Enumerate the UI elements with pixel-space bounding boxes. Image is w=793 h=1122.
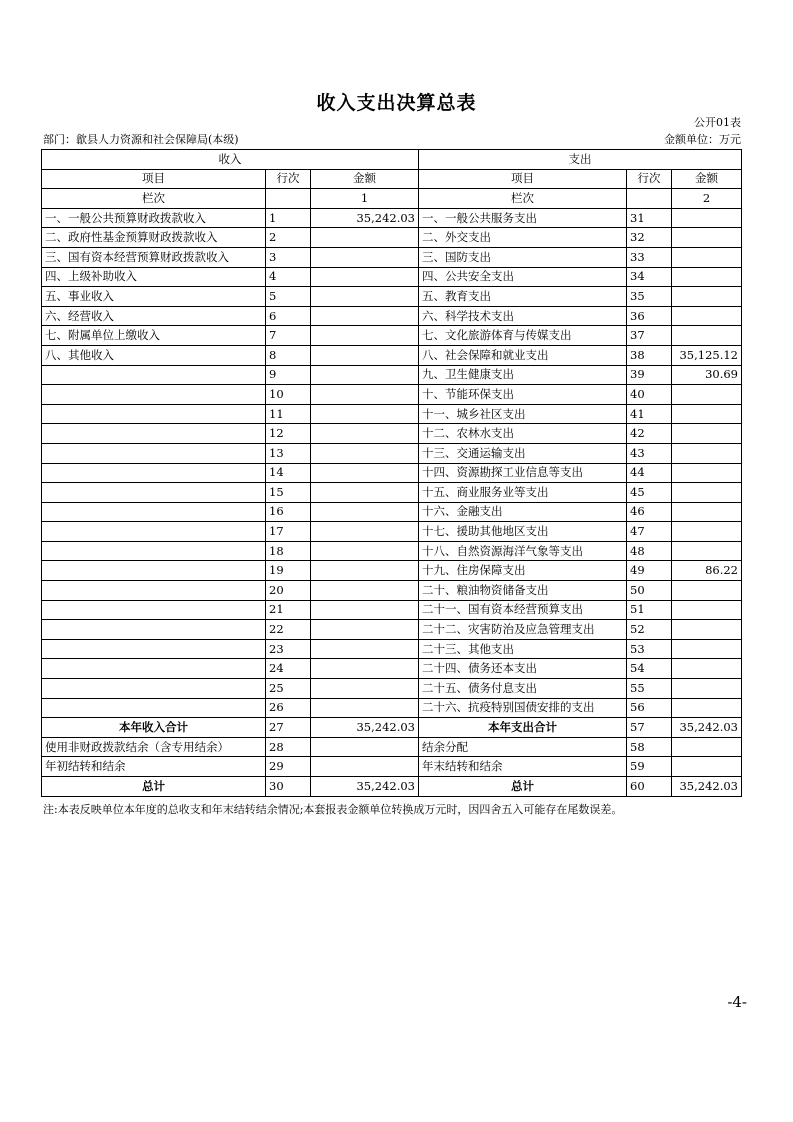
- income-amount-cell: [311, 600, 419, 620]
- table-row: [42, 345, 742, 365]
- income-row-no-cell: 9: [266, 365, 311, 385]
- income-item-cell: [42, 541, 266, 561]
- income-row-no-cell: 1: [266, 208, 311, 228]
- expense-item-cell: 本年支出合计: [419, 718, 627, 738]
- income-row-no-cell: 12: [266, 424, 311, 444]
- income-amount-cell: [311, 737, 419, 757]
- expense-item-cell: 三、国防支出: [419, 247, 627, 267]
- expense-row-no-cell: 49: [627, 561, 672, 581]
- table-row: [42, 404, 742, 424]
- income-amount-cell: [311, 306, 419, 326]
- table-row: [42, 581, 742, 601]
- income-amount-cell: [311, 698, 419, 718]
- expense-row-no-cell: 31: [627, 208, 672, 228]
- department-label: 部门：歙县人力资源和社会保障局(本级): [43, 133, 239, 146]
- income-item-cell: [42, 522, 266, 542]
- income-item-cell: [42, 600, 266, 620]
- footnote: 注:本表反映单位本年度的总收支和年末结转结余情况;本套报表金额单位转换成万元时，因四舍五入可能存在尾数误差。: [43, 803, 623, 816]
- expense-amount-cell: [672, 659, 742, 679]
- expense-amount-cell: [672, 620, 742, 640]
- expense-item-cell: 九、卫生健康支出: [419, 365, 627, 385]
- income-amount-cell: [311, 424, 419, 444]
- expense-item-cell: 十四、资源勘探工业信息等支出: [419, 463, 627, 483]
- expense-row-no-cell: 45: [627, 483, 672, 503]
- expense-row-no-cell: 54: [627, 659, 672, 679]
- income-column-index-label: 栏次: [42, 189, 266, 209]
- income-item-cell: [42, 463, 266, 483]
- expense-row-no-cell: 60: [627, 777, 672, 797]
- income-row-no-cell: 23: [266, 639, 311, 659]
- expense-item-cell: 二十四、债务还本支出: [419, 659, 627, 679]
- income-expense-table: [41, 149, 742, 797]
- expense-item-cell: 十九、住房保障支出: [419, 561, 627, 581]
- table-row: [42, 600, 742, 620]
- income-row-no-cell: 3: [266, 247, 311, 267]
- expense-row-no-cell: 42: [627, 424, 672, 444]
- subtotal-row: [42, 718, 742, 738]
- income-amount-cell: [311, 581, 419, 601]
- expense-item-cell: 十、节能环保支出: [419, 385, 627, 405]
- income-item-cell: [42, 581, 266, 601]
- income-item-cell: [42, 424, 266, 444]
- income-row-no-cell: 10: [266, 385, 311, 405]
- table-row: [42, 287, 742, 307]
- income-amount-cell: [311, 345, 419, 365]
- expense-item-cell: 十八、自然资源海洋气象等支出: [419, 541, 627, 561]
- page-number: -4-: [727, 993, 747, 1011]
- income-section-header: 收入: [42, 150, 419, 170]
- expense-amount-cell: 35,242.03: [672, 777, 742, 797]
- expense-amount-cell: [672, 385, 742, 405]
- table-row: [42, 757, 742, 777]
- income-item-cell: [42, 385, 266, 405]
- income-item-cell: 使用非财政拨款结余（含专用结余）: [42, 737, 266, 757]
- expense-row-no-cell: 33: [627, 247, 672, 267]
- income-item-cell: [42, 365, 266, 385]
- expense-amount-cell: [672, 502, 742, 522]
- income-column-index-value: 1: [311, 189, 419, 209]
- income-item-cell: 三、国有资本经营预算财政拨款收入: [42, 247, 266, 267]
- expense-amount-cell: 35,125.12: [672, 345, 742, 365]
- expense-item-cell: 总计: [419, 777, 627, 797]
- income-row-no-cell: 2: [266, 228, 311, 248]
- expense-row-no-cell: 50: [627, 581, 672, 601]
- income-item-cell: 八、其他收入: [42, 345, 266, 365]
- expense-row-no-cell: 47: [627, 522, 672, 542]
- expense-row-no-header: 行次: [627, 169, 672, 189]
- expense-amount-cell: [672, 581, 742, 601]
- expense-amount-cell: [672, 639, 742, 659]
- income-amount-cell: [311, 385, 419, 405]
- income-amount-cell: [311, 639, 419, 659]
- table-row: [42, 483, 742, 503]
- expense-row-no-cell: 59: [627, 757, 672, 777]
- expense-row-no-cell: 44: [627, 463, 672, 483]
- income-row-no-cell: 30: [266, 777, 311, 797]
- expense-row-no-cell: 41: [627, 404, 672, 424]
- expense-item-cell: 二十、粮油物资储备支出: [419, 581, 627, 601]
- total-row: [42, 777, 742, 797]
- income-row-no-cell: 17: [266, 522, 311, 542]
- header-row-columns: [42, 169, 742, 189]
- income-row-no-header: 行次: [266, 169, 311, 189]
- expense-item-cell: 年末结转和结余: [419, 757, 627, 777]
- expense-amount-cell: [672, 737, 742, 757]
- income-amount-cell: [311, 679, 419, 699]
- income-amount-cell: [311, 620, 419, 640]
- income-item-cell: 总计: [42, 777, 266, 797]
- income-amount-cell: [311, 287, 419, 307]
- expense-amount-cell: [672, 208, 742, 228]
- expense-row-no-cell: 51: [627, 600, 672, 620]
- income-amount-cell: [311, 483, 419, 503]
- income-row-no-cell: 22: [266, 620, 311, 640]
- income-row-no-cell: 29: [266, 757, 311, 777]
- expense-row-no-cell: 34: [627, 267, 672, 287]
- table-row: [42, 443, 742, 463]
- income-row-no-cell: 4: [266, 267, 311, 287]
- income-item-cell: [42, 679, 266, 699]
- expense-amount-cell: 35,242.03: [672, 718, 742, 738]
- expense-row-no-cell: 43: [627, 443, 672, 463]
- income-row-no-cell: 24: [266, 659, 311, 679]
- expense-item-cell: 二十六、抗疫特别国债安排的支出: [419, 698, 627, 718]
- table-row: [42, 326, 742, 346]
- expense-item-cell: 十一、城乡社区支出: [419, 404, 627, 424]
- income-row-no-cell: 5: [266, 287, 311, 307]
- income-item-cell: 五、事业收入: [42, 287, 266, 307]
- expense-item-cell: 四、公共安全支出: [419, 267, 627, 287]
- expense-amount-cell: [672, 541, 742, 561]
- income-item-cell: 二、政府性基金预算财政拨款收入: [42, 228, 266, 248]
- expense-amount-cell: [672, 463, 742, 483]
- table-row: [42, 463, 742, 483]
- income-item-cell: 四、上级补助收入: [42, 267, 266, 287]
- expense-item-cell: 一、一般公共服务支出: [419, 208, 627, 228]
- table-row: [42, 639, 742, 659]
- income-amount-cell: [311, 541, 419, 561]
- income-item-cell: [42, 404, 266, 424]
- expense-item-cell: 十二、农林水支出: [419, 424, 627, 444]
- expense-item-cell: 结余分配: [419, 737, 627, 757]
- expense-row-no-cell: 58: [627, 737, 672, 757]
- expense-item-cell: 六、科学技术支出: [419, 306, 627, 326]
- expense-row-no-cell: 48: [627, 541, 672, 561]
- expense-row-no-cell: 40: [627, 385, 672, 405]
- income-item-cell: [42, 502, 266, 522]
- expense-amount-cell: 30.69: [672, 365, 742, 385]
- income-amount-cell: [311, 326, 419, 346]
- income-amount-cell: [311, 228, 419, 248]
- income-item-cell: [42, 659, 266, 679]
- income-amount-cell: [311, 522, 419, 542]
- income-row-no-cell: 26: [266, 698, 311, 718]
- expense-amount-cell: [672, 267, 742, 287]
- expense-amount-cell: [672, 247, 742, 267]
- expense-amount-cell: [672, 404, 742, 424]
- header-row-column-index: [42, 189, 742, 209]
- income-amount-cell: 35,242.03: [311, 718, 419, 738]
- income-amount-cell: [311, 365, 419, 385]
- table-row: [42, 424, 742, 444]
- expense-item-cell: 十三、交通运输支出: [419, 443, 627, 463]
- header-row-sections: [42, 150, 742, 170]
- income-row-no-cell: 25: [266, 679, 311, 699]
- expense-row-no-cell: 32: [627, 228, 672, 248]
- expense-section-header: 支出: [419, 150, 742, 170]
- income-row-no-cell: 7: [266, 326, 311, 346]
- income-item-cell: 年初结转和结余: [42, 757, 266, 777]
- income-item-cell: 本年收入合计: [42, 718, 266, 738]
- income-amount-cell: [311, 443, 419, 463]
- table-row: [42, 679, 742, 699]
- expense-row-no-cell: 57: [627, 718, 672, 738]
- expense-item-cell: 二十二、灾害防治及应急管理支出: [419, 620, 627, 640]
- income-amount-cell: 35,242.03: [311, 777, 419, 797]
- expense-amount-cell: [672, 522, 742, 542]
- income-amount-header: 金额: [311, 169, 419, 189]
- income-item-cell: [42, 620, 266, 640]
- expense-amount-cell: 86.22: [672, 561, 742, 581]
- income-item-cell: 一、一般公共预算财政拨款收入: [42, 208, 266, 228]
- income-amount-cell: [311, 404, 419, 424]
- income-row-no-cell: 13: [266, 443, 311, 463]
- income-row-no-cell: 28: [266, 737, 311, 757]
- income-row-no-cell: 27: [266, 718, 311, 738]
- expense-row-no-cell: 39: [627, 365, 672, 385]
- table-row: [42, 698, 742, 718]
- table-row: [42, 502, 742, 522]
- expense-row-no-cell: 37: [627, 326, 672, 346]
- income-item-cell: [42, 698, 266, 718]
- table-body: [42, 150, 742, 797]
- expense-row-no-cell: 56: [627, 698, 672, 718]
- income-row-no-cell: 8: [266, 345, 311, 365]
- table-row: [42, 541, 742, 561]
- table-row: [42, 267, 742, 287]
- income-row-no-cell: 21: [266, 600, 311, 620]
- income-row-no-cell: 20: [266, 581, 311, 601]
- expense-amount-header: 金额: [672, 169, 742, 189]
- expense-item-cell: 八、社会保障和就业支出: [419, 345, 627, 365]
- table-row: [42, 365, 742, 385]
- expense-amount-cell: [672, 287, 742, 307]
- expense-amount-cell: [672, 424, 742, 444]
- income-amount-cell: [311, 463, 419, 483]
- income-amount-cell: 35,242.03: [311, 208, 419, 228]
- table-row: [42, 208, 742, 228]
- expense-item-cell: 七、文化旅游体育与传媒支出: [419, 326, 627, 346]
- income-item-cell: [42, 561, 266, 581]
- expense-amount-cell: [672, 306, 742, 326]
- expense-row-no-cell: 46: [627, 502, 672, 522]
- expense-item-cell: 五、教育支出: [419, 287, 627, 307]
- expense-item-cell: 十五、商业服务业等支出: [419, 483, 627, 503]
- expense-amount-cell: [672, 757, 742, 777]
- income-row-no-cell: 14: [266, 463, 311, 483]
- income-amount-cell: [311, 757, 419, 777]
- expense-item-cell: 二十三、其他支出: [419, 639, 627, 659]
- expense-row-no-cell: 53: [627, 639, 672, 659]
- expense-row-no-cell: 52: [627, 620, 672, 640]
- income-item-cell: 七、附属单位上缴收入: [42, 326, 266, 346]
- expense-amount-cell: [672, 698, 742, 718]
- form-number: 公开01表: [694, 116, 741, 129]
- table-row: [42, 522, 742, 542]
- expense-amount-cell: [672, 483, 742, 503]
- income-row-no-cell: 19: [266, 561, 311, 581]
- expense-column-index-value: 2: [672, 189, 742, 209]
- income-row-no-cell: 15: [266, 483, 311, 503]
- income-row-no-cell: 18: [266, 541, 311, 561]
- expense-row-no-cell: 35: [627, 287, 672, 307]
- expense-item-cell: 十七、援助其他地区支出: [419, 522, 627, 542]
- income-item-cell: 六、经营收入: [42, 306, 266, 326]
- table-row: [42, 228, 742, 248]
- income-column-index-empty: [266, 189, 311, 209]
- expense-item-cell: 十六、金融支出: [419, 502, 627, 522]
- expense-item-header: 项目: [419, 169, 627, 189]
- income-item-header: 项目: [42, 169, 266, 189]
- expense-row-no-cell: 55: [627, 679, 672, 699]
- expense-amount-cell: [672, 600, 742, 620]
- expense-amount-cell: [672, 679, 742, 699]
- table-row: [42, 247, 742, 267]
- table-row: [42, 737, 742, 757]
- table-row: [42, 561, 742, 581]
- income-row-no-cell: 11: [266, 404, 311, 424]
- expense-column-index-label: 栏次: [419, 189, 627, 209]
- income-amount-cell: [311, 267, 419, 287]
- expense-amount-cell: [672, 443, 742, 463]
- income-item-cell: [42, 483, 266, 503]
- expense-row-no-cell: 36: [627, 306, 672, 326]
- table-row: [42, 620, 742, 640]
- income-item-cell: [42, 443, 266, 463]
- expense-item-cell: 二十五、债务付息支出: [419, 679, 627, 699]
- income-item-cell: [42, 639, 266, 659]
- expense-item-cell: 二十一、国有资本经营预算支出: [419, 600, 627, 620]
- expense-item-cell: 二、外交支出: [419, 228, 627, 248]
- page-title: 收入支出决算总表: [316, 92, 477, 114]
- amount-unit-label: 金额单位：万元: [664, 133, 741, 146]
- expense-column-index-empty: [627, 189, 672, 209]
- expense-row-no-cell: 38: [627, 345, 672, 365]
- income-amount-cell: [311, 247, 419, 267]
- expense-amount-cell: [672, 326, 742, 346]
- income-amount-cell: [311, 659, 419, 679]
- table-row: [42, 385, 742, 405]
- income-row-no-cell: 16: [266, 502, 311, 522]
- income-amount-cell: [311, 561, 419, 581]
- table-row: [42, 306, 742, 326]
- income-row-no-cell: 6: [266, 306, 311, 326]
- table-row: [42, 659, 742, 679]
- income-amount-cell: [311, 502, 419, 522]
- expense-amount-cell: [672, 228, 742, 248]
